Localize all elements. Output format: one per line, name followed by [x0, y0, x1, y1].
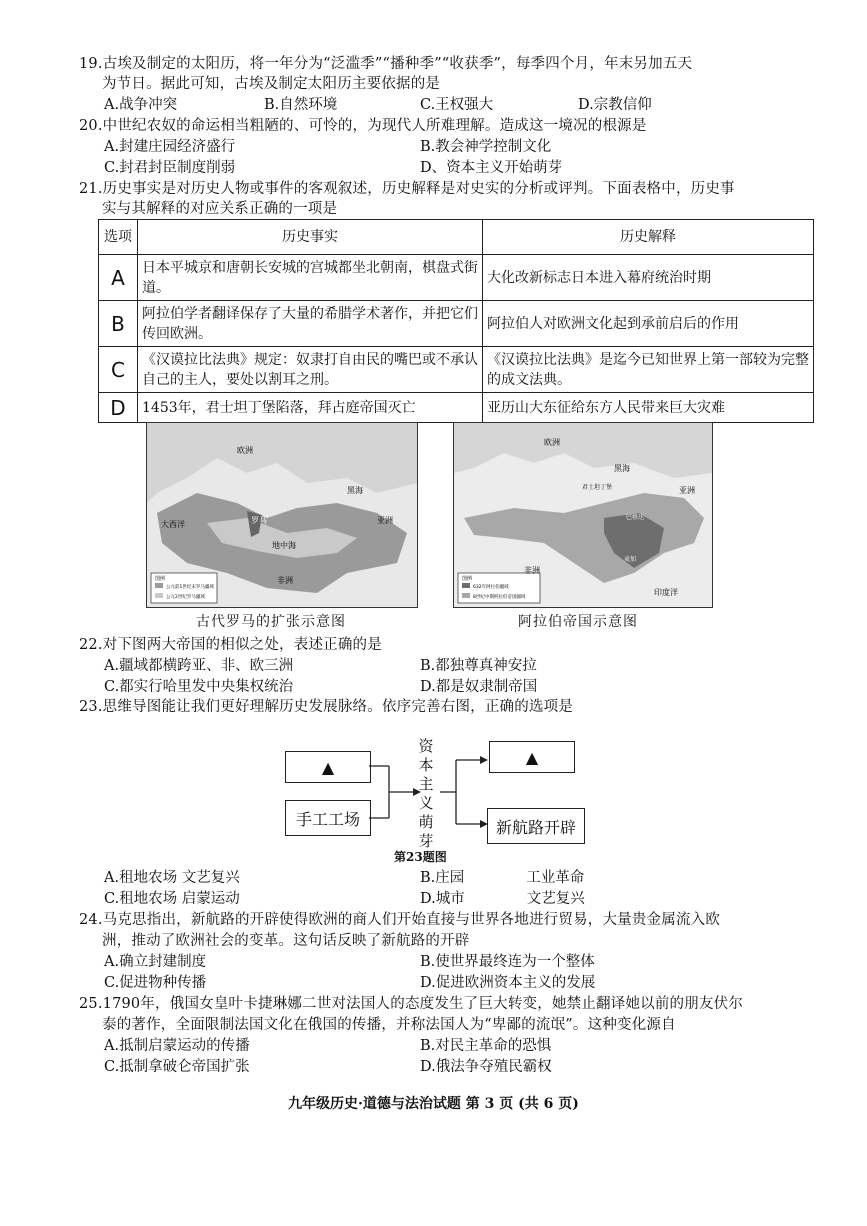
option-second: 启蒙运动 — [181, 891, 240, 907]
vertical-char: 萌 — [418, 813, 434, 831]
vertical-char: 芽 — [418, 832, 434, 850]
triangle-placeholder-icon: ▲ — [525, 747, 539, 767]
box-label: 新航路开辟 — [495, 817, 576, 837]
q22-option-a: A.疆域都横跨亚、非、欧三洲 — [104, 658, 294, 674]
q20-stem-line1: 20.中世纪农奴的命运相当粗陋的、可怜的，为现代人所难理解。造成这一境况的根源是 — [79, 118, 647, 134]
vertical-char: 主 — [418, 775, 434, 793]
q25-option-c: C.抵制拿破仑帝国扩张 — [104, 1059, 250, 1075]
row-label: D — [99, 393, 138, 423]
q25-option-a: A.抵制启蒙运动的传播 — [104, 1038, 250, 1054]
q23-option-b — [420, 868, 584, 888]
table-row — [99, 393, 814, 423]
vertical-char: 资 — [418, 737, 434, 755]
row-label: A — [99, 255, 138, 301]
box-label: 手工工场 — [295, 809, 360, 829]
rome-map-label-med: 地中海 — [272, 541, 296, 550]
row-explanation: 《汉谟拉比法典》是迄今已知世界上第一部较为完整的成文法典。 — [483, 347, 814, 393]
row-explanation: 阿拉伯人对欧洲文化起到承前启后的作用 — [483, 301, 814, 347]
q20-option-d: D、资本主义开始萌芽 — [420, 160, 563, 176]
arab-legend-title: 图例 — [462, 576, 473, 582]
option-first: 租地农场 — [119, 870, 178, 886]
option-second: 文艺复兴 — [181, 870, 240, 886]
arab-map-label-asia: 亚洲 — [679, 486, 695, 495]
rome-map-label-blacksea: 黑海 — [347, 486, 363, 495]
q22-option-b: B.都独尊真神安拉 — [420, 658, 537, 674]
rome-legend-item: 公元2世纪罗马疆域 — [166, 595, 205, 600]
rome-legend-title: 图例 — [155, 576, 166, 582]
rome-legend-item: 公元前1世纪末罗马疆域 — [166, 585, 214, 590]
blank-box-top-right — [489, 741, 575, 773]
blank-box-top-left — [285, 751, 371, 783]
page-footer: 九年级历史·道德与法治试题 第 3 页 (共 6 页) — [288, 1096, 579, 1112]
q24-option-a: A.确立封建制度 — [104, 954, 207, 970]
option-letter: C. — [104, 891, 120, 907]
vertical-char: 义 — [418, 794, 434, 812]
q19-option-b: B.自然环境 — [264, 97, 338, 113]
q24-option-d: D.促进欧洲资本主义的发展 — [420, 975, 596, 991]
row-label: C — [99, 347, 138, 393]
q22-stem-line1: 22.对下图两大帝国的相似之处，表述正确的是 — [79, 637, 382, 653]
option-first: 城市 — [435, 891, 465, 907]
arab-map-label-blacksea: 黑海 — [614, 464, 630, 473]
option-second: 文艺复兴 — [526, 891, 585, 907]
q22-option-c: C.都实行哈里发中央集权统治 — [104, 679, 294, 695]
q23-option-c — [104, 889, 240, 909]
row-fact: 1453年，君士坦丁堡陷落，拜占庭帝国灭亡 — [138, 393, 483, 423]
table-header-row — [99, 220, 814, 255]
row-label: B — [99, 301, 138, 347]
rome-map-label-europe: 欧洲 — [237, 446, 253, 455]
q20-option-a: A.封建庄园经济盛行 — [104, 139, 236, 155]
box-handicraft-workshop — [285, 800, 371, 836]
row-fact: 阿拉伯学者翻译保存了大量的希腊学术著作，并把它们传回欧洲。 — [138, 301, 483, 347]
q20-option-b: B.教会神学控制文化 — [420, 139, 552, 155]
rome-map-label-atlantic: 大西洋 — [161, 520, 185, 529]
table-row — [99, 347, 814, 393]
option-letter: D. — [420, 891, 436, 907]
q19-stem-line2: 为节日。据此可知，古埃及制定太阳历主要依据的是 — [102, 76, 441, 92]
capitalism-sprout-label — [417, 737, 435, 851]
option-first: 庄园 — [435, 870, 465, 886]
rome-expansion-map — [146, 422, 418, 608]
q25-option-d: D.俄法争夺殖民霸权 — [420, 1059, 552, 1075]
table-header-option: 选项 — [99, 220, 138, 255]
box-new-sea-routes — [487, 808, 585, 844]
arab-legend-item: 8世纪中期阿拉伯帝国疆域 — [473, 595, 526, 600]
q19-stem-line1: 19.古埃及制定的太阳历，将一年分为“泛滥季”“播种季”“收获季”，每季四个月，年末另加五天 — [79, 56, 693, 72]
diagram-caption: 第23题图 — [394, 850, 447, 864]
q23-option-d — [420, 889, 585, 909]
q19-option-d: D.宗教信仰 — [578, 97, 652, 113]
option-first: 租地农场 — [119, 891, 178, 907]
right-arrows — [438, 740, 490, 840]
option-second: 工业革命 — [526, 870, 585, 886]
q19-option-a: A.战争冲突 — [104, 97, 178, 113]
table-header-explanation: 历史解释 — [483, 220, 814, 255]
table-row — [99, 255, 814, 301]
vertical-char: 本 — [418, 756, 434, 774]
q21-stem-line2: 实与其解释的对应关系正确的一项是 — [102, 201, 338, 217]
q24-option-c: C.促进物种传播 — [104, 975, 207, 991]
row-fact: 《汉谟拉比法典》规定：奴隶打自由民的嘴巴或不承认自己的主人，要处以割耳之刑。 — [138, 347, 483, 393]
q21-stem-line1: 21.历史事实是对历史人物或事件的客观叙述，历史解释是对史实的分析或评判。下面表格中，历史事 — [79, 181, 735, 197]
q25-stem-line1: 25.1790年，俄国女皇叶卡捷琳娜二世对法国人的态度发生了巨大转变，她禁止翻译她以前的朋友伏尔 — [79, 996, 744, 1012]
q23-option-a — [104, 868, 240, 888]
q22-option-d: D.都是奴隶制帝国 — [420, 679, 538, 695]
rome-map-label-asia: 亚洲 — [377, 516, 393, 525]
q25-stem-line2: 泰的著作，全面限制法国文化在俄国的传播，并称法国人为“卑鄙的流氓”。这种变化源自 — [102, 1017, 676, 1033]
arab-map-label-indianocean: 印度洋 — [654, 588, 678, 597]
arab-legend-item: 632年阿拉伯疆域 — [473, 585, 509, 590]
q21-table — [98, 219, 814, 423]
arab-map-label-constantinople: 君士坦丁堡 — [582, 484, 613, 491]
q20-option-c: C.封君封臣制度削弱 — [104, 160, 236, 176]
row-explanation: 亚历山大东征给东方人民带来巨大灾难 — [483, 393, 814, 423]
arab-map-caption: 阿拉伯帝国示意图 — [518, 614, 638, 630]
triangle-placeholder-icon: ▲ — [321, 757, 335, 777]
row-explanation: 大化改新标志日本进入幕府统治时期 — [483, 255, 814, 301]
rome-map-label-africa: 非洲 — [277, 576, 293, 585]
arab-map-label-europe: 欧洲 — [544, 438, 560, 447]
q24-stem-line2: 洲，推动了欧洲社会的变革。这句话反映了新航路的开辟 — [102, 933, 470, 949]
rome-map-label-rome: 罗马 — [251, 516, 267, 525]
table-row — [99, 301, 814, 347]
arab-map-label-africa: 非洲 — [524, 566, 540, 575]
table-header-fact: 历史事实 — [138, 220, 483, 255]
arab-map-label-baghdad: 巴格达 — [626, 514, 645, 521]
q23-stem-line1: 23.思维导图能让我们更好理解历史发展脉络。依序完善右图，正确的选项是 — [79, 699, 574, 715]
arab-map-graphic — [454, 423, 712, 607]
q24-option-b: B.使世界最终连为一个整体 — [420, 954, 595, 970]
q19-option-c: C.王权强大 — [420, 97, 494, 113]
arab-empire-map — [453, 422, 713, 608]
arab-map-label-mecca: 麦加 — [624, 556, 637, 563]
rome-map-caption: 古代罗马的扩张示意图 — [196, 614, 346, 630]
row-fact: 日本平城京和唐朝长安城的宫城都坐北朝南，棋盘式街道。 — [138, 255, 483, 301]
rome-map-graphic — [147, 423, 417, 607]
q24-stem-line1: 24.马克思指出，新航路的开辟使得欧洲的商人们开始直接与世界各地进行贸易，大量贵金属流入欧 — [79, 912, 721, 928]
q25-option-b: B.对民主革命的恐惧 — [420, 1038, 552, 1054]
option-letter: A. — [104, 870, 120, 886]
option-letter: B. — [420, 870, 436, 886]
